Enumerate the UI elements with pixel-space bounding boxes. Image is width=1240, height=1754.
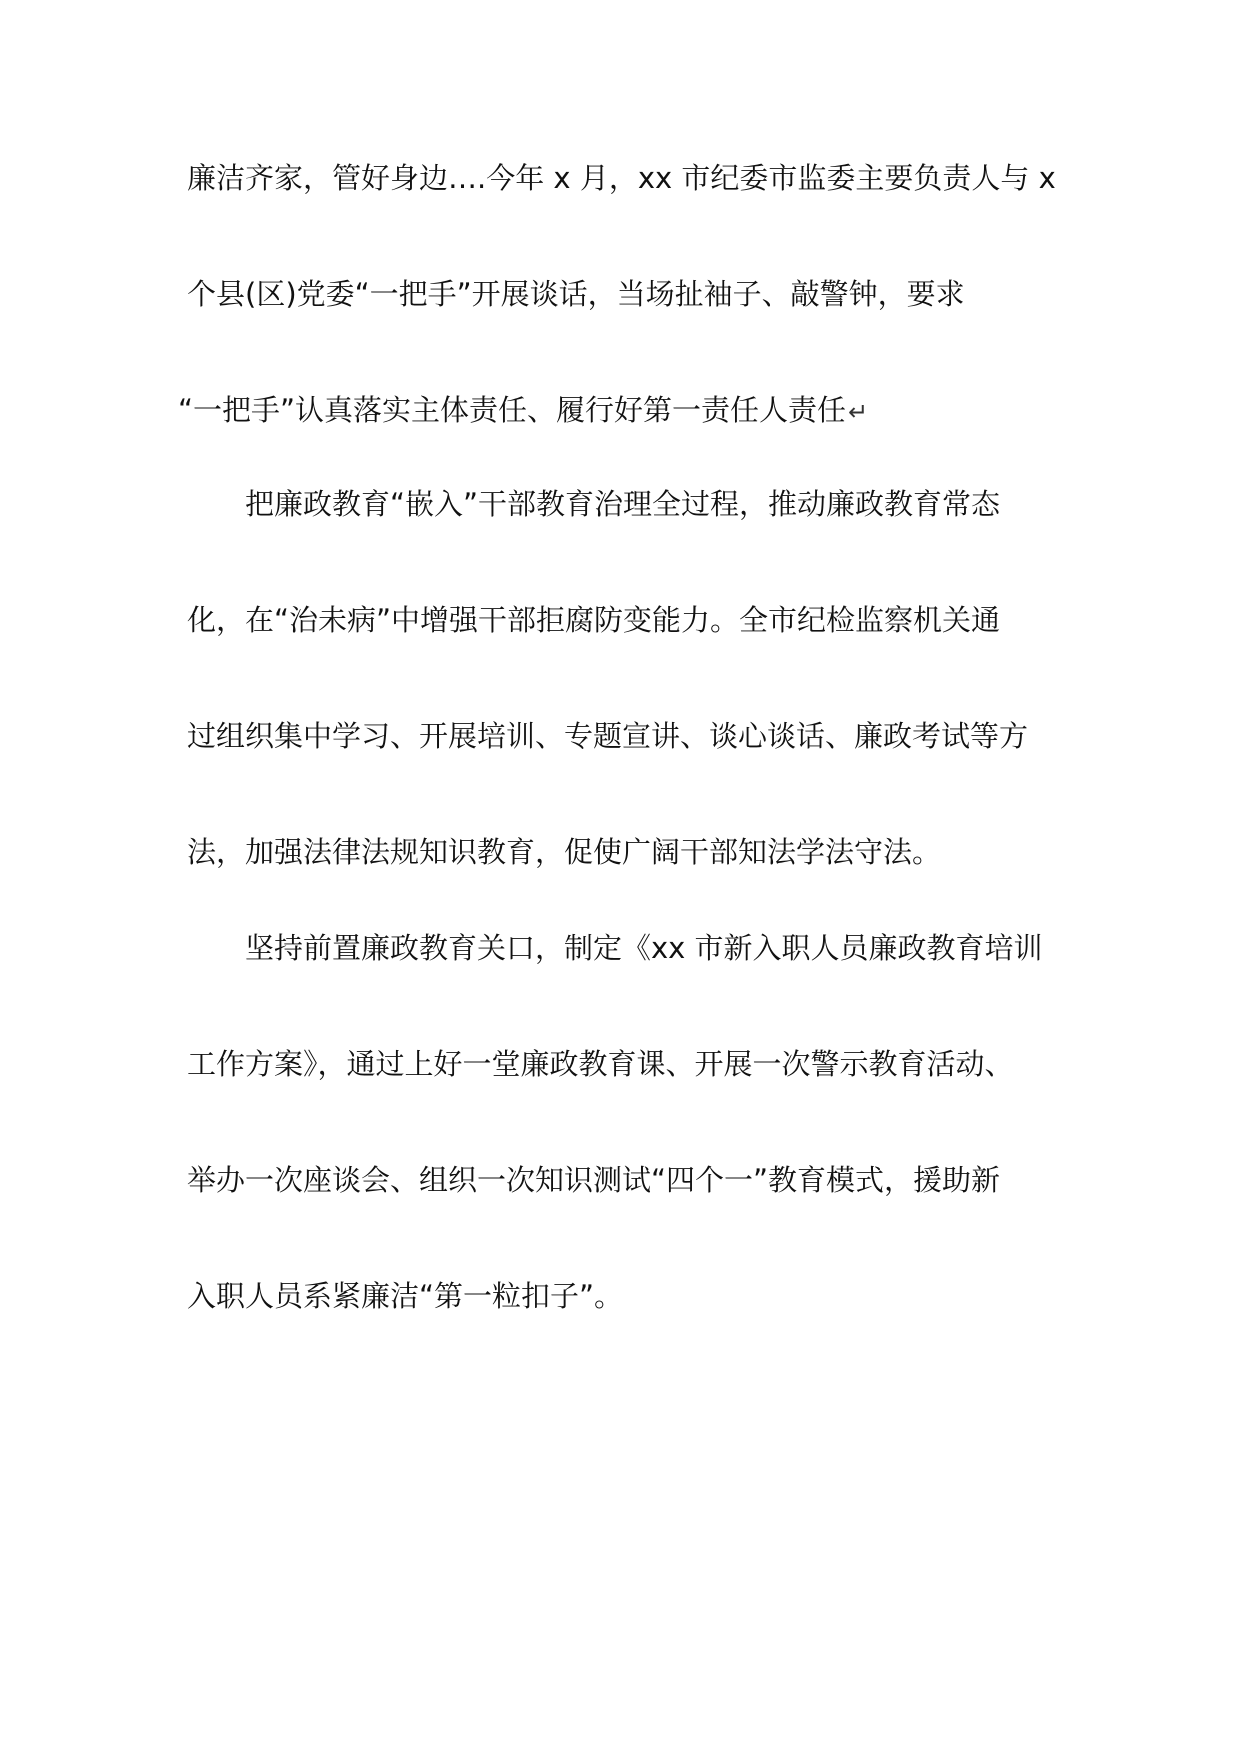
paragraph-2-line-4: 法，加强法律法规知识教育，促使广阔干部知法学法守法。	[187, 835, 942, 869]
paragraph-1-line-3-text: “一把手”认真落实主体责任、履行好第一责任人责任	[178, 393, 847, 427]
paragraph-3-line-1: 坚持前置廉政教育关口，制定《xx 市新入职人员廉政教育培训	[245, 931, 1043, 965]
paragraph-1-line-1: 廉洁齐家，管好身边….今年 x 月，xx 市纪委市监委主要负责人与 x	[187, 161, 1056, 195]
paragraph-1-line-2: 个县(区)党委“一把手”开展谈话，当场扯袖子、敲警钟，要求	[187, 277, 965, 311]
paragraph-3-line-2: 工作方案》，通过上好一堂廉政教育课、开展一次警示教育活动、	[187, 1047, 1014, 1081]
paragraph-3-line-3: 举办一次座谈会、组织一次知识测试“四个一”教育模式，援助新	[187, 1163, 1001, 1197]
paragraph-3-line-4: 入职人员系紧廉洁“第一粒扣子”。	[187, 1279, 624, 1313]
paragraph-return-mark: ↵	[848, 398, 869, 426]
paragraph-1-line-3	[178, 390, 1058, 432]
paragraph-2-line-2: 化，在“治未病”中增强干部拒腐防变能力。全市纪检监察机关通	[187, 603, 1001, 637]
paragraph-2-line-3: 过组织集中学习、开展培训、专题宣讲、谈心谈话、廉政考试等方	[187, 719, 1029, 753]
paragraph-2-line-1: 把廉政教育“嵌入”干部教育治理全过程，推动廉政教育常态	[245, 487, 1001, 521]
